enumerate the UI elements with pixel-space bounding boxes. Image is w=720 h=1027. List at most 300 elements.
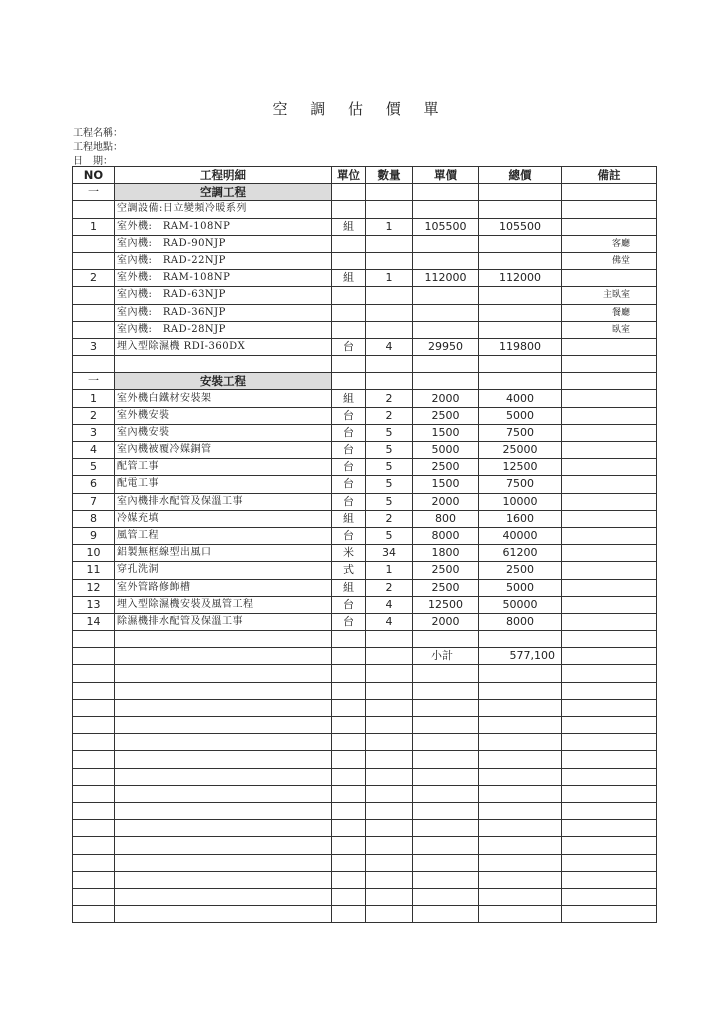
subtotal-row <box>73 648 657 665</box>
row-item: 安裝工程 <box>115 373 332 390</box>
empty-cell <box>479 802 562 819</box>
row-price: 2000 <box>413 493 479 510</box>
table-row <box>73 613 657 630</box>
row-unit <box>332 373 366 390</box>
row-item: 鋁製無框線型出風口 <box>115 545 332 562</box>
row-unit: 台 <box>332 476 366 493</box>
row-item: 除濕機排水配管及保溫工事 <box>115 613 332 630</box>
row-qty: 1 <box>366 218 413 235</box>
row-price: 2000 <box>413 390 479 407</box>
table-row <box>73 665 657 682</box>
empty-cell <box>562 717 657 734</box>
empty-cell <box>479 631 562 648</box>
row-no: 1 <box>73 218 115 235</box>
row-note <box>562 562 657 579</box>
row-total <box>479 201 562 218</box>
empty-cell <box>562 820 657 837</box>
subtotal-value: 577,100 <box>479 648 562 665</box>
row-item: 室內機: RAD-90NJP <box>115 235 332 252</box>
table-row <box>73 837 657 854</box>
row-no: 4 <box>73 442 115 459</box>
table-row <box>73 562 657 579</box>
header-unit: 單位 <box>332 167 366 184</box>
empty-cell <box>479 871 562 888</box>
row-note <box>562 356 657 373</box>
subtotal-label: 小計 <box>413 648 479 665</box>
row-note: 佛堂 <box>562 252 657 269</box>
row-unit: 組 <box>332 218 366 235</box>
row-total: 61200 <box>479 545 562 562</box>
row-price: 105500 <box>413 218 479 235</box>
row-unit: 台 <box>332 613 366 630</box>
row-item: 室外機: RAM-108NP <box>115 270 332 287</box>
empty-cell <box>332 820 366 837</box>
row-item: 室內機: RAD-36NJP <box>115 304 332 321</box>
row-note <box>562 596 657 613</box>
row-qty: 5 <box>366 527 413 544</box>
row-no <box>73 304 115 321</box>
empty-cell <box>115 854 332 871</box>
row-item: 室內機: RAD-63NJP <box>115 287 332 304</box>
empty-cell <box>366 888 413 905</box>
empty-cell <box>562 734 657 751</box>
row-total: 40000 <box>479 527 562 544</box>
row-note: 臥室 <box>562 321 657 338</box>
table-row <box>73 888 657 905</box>
row-no <box>73 356 115 373</box>
row-price: 12500 <box>413 596 479 613</box>
row-price <box>413 252 479 269</box>
row-item: 室外機: RAM-108NP <box>115 218 332 235</box>
row-no <box>73 252 115 269</box>
empty-cell <box>115 631 332 648</box>
row-qty <box>366 184 413 201</box>
row-total <box>479 304 562 321</box>
empty-cell <box>479 785 562 802</box>
row-item: 埋入型除濕機安裝及風管工程 <box>115 596 332 613</box>
row-unit: 台 <box>332 338 366 355</box>
row-total: 50000 <box>479 596 562 613</box>
empty-cell <box>562 871 657 888</box>
empty-cell <box>562 751 657 768</box>
row-no: 10 <box>73 545 115 562</box>
row-no: 12 <box>73 579 115 596</box>
table-row <box>73 734 657 751</box>
row-qty <box>366 321 413 338</box>
row-no: 6 <box>73 476 115 493</box>
row-unit <box>332 321 366 338</box>
row-unit <box>332 304 366 321</box>
empty-cell <box>73 888 115 905</box>
row-price: 29950 <box>413 338 479 355</box>
row-price: 1500 <box>413 476 479 493</box>
table-row <box>73 270 657 287</box>
row-total: 8000 <box>479 613 562 630</box>
empty-cell <box>479 734 562 751</box>
row-unit: 米 <box>332 545 366 562</box>
row-price: 2000 <box>413 613 479 630</box>
row-unit: 組 <box>332 270 366 287</box>
row-qty: 4 <box>366 613 413 630</box>
row-price: 8000 <box>413 527 479 544</box>
row-no: 5 <box>73 459 115 476</box>
row-qty: 5 <box>366 442 413 459</box>
empty-cell <box>332 802 366 819</box>
table-row <box>73 820 657 837</box>
row-no <box>73 287 115 304</box>
row-price: 2500 <box>413 459 479 476</box>
row-qty: 5 <box>366 459 413 476</box>
empty-cell <box>562 906 657 923</box>
empty-cell <box>115 820 332 837</box>
empty-cell <box>413 820 479 837</box>
row-unit: 式 <box>332 562 366 579</box>
table-row <box>73 321 657 338</box>
header-no: NO <box>73 167 115 184</box>
empty-cell <box>413 631 479 648</box>
table-row <box>73 802 657 819</box>
date-label: 日 期： <box>73 156 113 167</box>
row-total: 7500 <box>479 476 562 493</box>
row-total <box>479 184 562 201</box>
estimate-table <box>72 166 657 923</box>
row-price: 2500 <box>413 579 479 596</box>
empty-cell <box>115 906 332 923</box>
row-note: 餐廳 <box>562 304 657 321</box>
empty-cell <box>479 837 562 854</box>
row-total: 12500 <box>479 459 562 476</box>
table-row <box>73 287 657 304</box>
row-no: 13 <box>73 596 115 613</box>
empty-cell <box>332 906 366 923</box>
row-note <box>562 510 657 527</box>
row-note <box>562 613 657 630</box>
empty-cell <box>332 785 366 802</box>
row-unit <box>332 184 366 201</box>
row-note <box>562 459 657 476</box>
table-row <box>73 545 657 562</box>
row-unit: 組 <box>332 579 366 596</box>
row-unit <box>332 356 366 373</box>
row-price: 5000 <box>413 442 479 459</box>
empty-cell <box>366 734 413 751</box>
empty-cell <box>562 648 657 665</box>
empty-cell <box>115 785 332 802</box>
row-qty <box>366 201 413 218</box>
row-unit: 台 <box>332 596 366 613</box>
table-row <box>73 717 657 734</box>
table-row <box>73 476 657 493</box>
row-price <box>413 321 479 338</box>
empty-cell <box>115 871 332 888</box>
row-item: 埋入型除濕機 RDI-360DX <box>115 338 332 355</box>
empty-cell <box>115 751 332 768</box>
empty-cell <box>332 768 366 785</box>
row-qty <box>366 252 413 269</box>
empty-cell <box>479 699 562 716</box>
row-note <box>562 338 657 355</box>
empty-cell <box>366 699 413 716</box>
empty-cell <box>479 682 562 699</box>
row-total <box>479 373 562 390</box>
row-unit: 台 <box>332 493 366 510</box>
row-qty: 4 <box>366 338 413 355</box>
empty-cell <box>73 854 115 871</box>
table-row <box>73 252 657 269</box>
row-price: 1800 <box>413 545 479 562</box>
row-total <box>479 252 562 269</box>
table-header-row <box>73 167 657 184</box>
empty-cell <box>366 751 413 768</box>
empty-cell <box>479 888 562 905</box>
empty-cell <box>73 682 115 699</box>
empty-cell <box>366 785 413 802</box>
empty-cell <box>366 768 413 785</box>
empty-cell <box>413 682 479 699</box>
empty-cell <box>73 717 115 734</box>
table-row <box>73 682 657 699</box>
empty-cell <box>562 785 657 802</box>
table-row <box>73 854 657 871</box>
row-no <box>73 201 115 218</box>
empty-cell <box>413 665 479 682</box>
empty-cell <box>413 802 479 819</box>
empty-cell <box>413 785 479 802</box>
empty-cell <box>73 785 115 802</box>
row-item: 穿孔洗洞 <box>115 562 332 579</box>
empty-cell <box>413 888 479 905</box>
empty-cell <box>562 837 657 854</box>
empty-cell <box>73 906 115 923</box>
row-total <box>479 321 562 338</box>
table-row <box>73 631 657 648</box>
empty-cell <box>366 717 413 734</box>
table-row <box>73 871 657 888</box>
row-total: 25000 <box>479 442 562 459</box>
empty-cell <box>413 871 479 888</box>
table-row <box>73 373 657 390</box>
row-item: 室內機被覆冷媒銅管 <box>115 442 332 459</box>
row-note <box>562 407 657 424</box>
empty-cell <box>332 871 366 888</box>
empty-cell <box>73 820 115 837</box>
empty-cell <box>332 854 366 871</box>
empty-cell <box>366 820 413 837</box>
row-total <box>479 235 562 252</box>
row-item: 配電工事 <box>115 476 332 493</box>
empty-cell <box>413 734 479 751</box>
empty-cell <box>562 699 657 716</box>
empty-cell <box>562 768 657 785</box>
empty-cell <box>332 751 366 768</box>
empty-cell <box>413 717 479 734</box>
row-note: 主臥室 <box>562 287 657 304</box>
table-row <box>73 510 657 527</box>
empty-cell <box>562 631 657 648</box>
row-unit: 台 <box>332 442 366 459</box>
empty-cell <box>73 837 115 854</box>
row-item: 空調工程 <box>115 184 332 201</box>
row-no: 2 <box>73 407 115 424</box>
empty-cell <box>115 648 332 665</box>
document-title: 空 調 估 價 單 <box>272 100 448 118</box>
empty-cell <box>73 734 115 751</box>
row-note <box>562 390 657 407</box>
row-no: 3 <box>73 338 115 355</box>
empty-cell <box>115 682 332 699</box>
table-row <box>73 338 657 355</box>
row-qty: 1 <box>366 270 413 287</box>
table-row <box>73 184 657 201</box>
table-row <box>73 699 657 716</box>
empty-cell <box>413 699 479 716</box>
empty-cell <box>413 768 479 785</box>
row-unit: 台 <box>332 527 366 544</box>
row-item <box>115 356 332 373</box>
row-unit <box>332 252 366 269</box>
project-name-label: 工程名稱： <box>73 128 123 139</box>
row-total: 119800 <box>479 338 562 355</box>
table-row <box>73 527 657 544</box>
row-total: 7500 <box>479 424 562 441</box>
row-item: 室內機安裝 <box>115 424 332 441</box>
row-qty: 2 <box>366 390 413 407</box>
empty-cell <box>73 751 115 768</box>
table-row <box>73 442 657 459</box>
empty-cell <box>115 837 332 854</box>
table-row <box>73 407 657 424</box>
row-price <box>413 304 479 321</box>
row-note: 客廳 <box>562 235 657 252</box>
row-qty: 1 <box>366 562 413 579</box>
row-item: 室外機白鐵材安裝架 <box>115 390 332 407</box>
row-total: 5000 <box>479 407 562 424</box>
row-qty: 34 <box>366 545 413 562</box>
table-row <box>73 906 657 923</box>
row-no <box>73 321 115 338</box>
header-qty: 數量 <box>366 167 413 184</box>
row-price <box>413 373 479 390</box>
row-note <box>562 476 657 493</box>
empty-cell <box>479 751 562 768</box>
empty-cell <box>413 837 479 854</box>
empty-cell <box>479 820 562 837</box>
row-note <box>562 545 657 562</box>
row-unit: 台 <box>332 424 366 441</box>
row-no: 8 <box>73 510 115 527</box>
empty-cell <box>479 854 562 871</box>
empty-cell <box>115 734 332 751</box>
empty-cell <box>73 665 115 682</box>
row-unit <box>332 287 366 304</box>
row-item: 冷媒充填 <box>115 510 332 527</box>
row-no <box>73 235 115 252</box>
row-no: 7 <box>73 493 115 510</box>
empty-cell <box>332 648 366 665</box>
empty-cell <box>73 648 115 665</box>
empty-cell <box>332 665 366 682</box>
empty-cell <box>115 802 332 819</box>
row-note <box>562 270 657 287</box>
row-unit: 組 <box>332 390 366 407</box>
empty-cell <box>115 665 332 682</box>
header-price: 單價 <box>413 167 479 184</box>
row-total: 4000 <box>479 390 562 407</box>
empty-cell <box>366 631 413 648</box>
row-qty: 4 <box>366 596 413 613</box>
empty-cell <box>73 768 115 785</box>
row-note <box>562 201 657 218</box>
empty-cell <box>366 854 413 871</box>
empty-cell <box>562 802 657 819</box>
empty-cell <box>479 768 562 785</box>
row-qty: 5 <box>366 424 413 441</box>
empty-cell <box>115 717 332 734</box>
empty-cell <box>366 682 413 699</box>
row-price: 2500 <box>413 562 479 579</box>
row-item: 室內機: RAD-28NJP <box>115 321 332 338</box>
empty-cell <box>366 802 413 819</box>
empty-cell <box>479 906 562 923</box>
empty-cell <box>332 717 366 734</box>
row-price <box>413 356 479 373</box>
row-unit: 台 <box>332 407 366 424</box>
empty-cell <box>332 837 366 854</box>
row-total: 2500 <box>479 562 562 579</box>
empty-cell <box>115 699 332 716</box>
empty-cell <box>413 751 479 768</box>
row-qty: 5 <box>366 493 413 510</box>
row-qty <box>366 235 413 252</box>
empty-cell <box>366 837 413 854</box>
row-total <box>479 287 562 304</box>
empty-cell <box>332 734 366 751</box>
empty-cell <box>479 717 562 734</box>
table-row <box>73 424 657 441</box>
row-note <box>562 442 657 459</box>
row-unit: 台 <box>332 459 366 476</box>
empty-cell <box>115 768 332 785</box>
row-qty: 5 <box>366 476 413 493</box>
row-no: 2 <box>73 270 115 287</box>
row-item: 空調設備:日立變頻冷暖系列 <box>115 201 332 218</box>
row-price <box>413 184 479 201</box>
row-note <box>562 493 657 510</box>
table-row <box>73 459 657 476</box>
empty-cell <box>562 854 657 871</box>
header-item: 工程明細 <box>115 167 332 184</box>
row-unit: 組 <box>332 510 366 527</box>
empty-cell <box>332 631 366 648</box>
row-no: 一 <box>73 184 115 201</box>
row-item: 室外管路修飾槽 <box>115 579 332 596</box>
header-note: 備註 <box>562 167 657 184</box>
table-row <box>73 596 657 613</box>
row-total: 1600 <box>479 510 562 527</box>
row-item: 室內機排水配管及保溫工事 <box>115 493 332 510</box>
row-price: 1500 <box>413 424 479 441</box>
row-price: 2500 <box>413 407 479 424</box>
table-row <box>73 235 657 252</box>
empty-cell <box>73 871 115 888</box>
empty-cell <box>413 854 479 871</box>
empty-cell <box>479 665 562 682</box>
table-row <box>73 579 657 596</box>
empty-cell <box>562 665 657 682</box>
row-qty <box>366 356 413 373</box>
row-item: 風管工程 <box>115 527 332 544</box>
empty-cell <box>562 888 657 905</box>
